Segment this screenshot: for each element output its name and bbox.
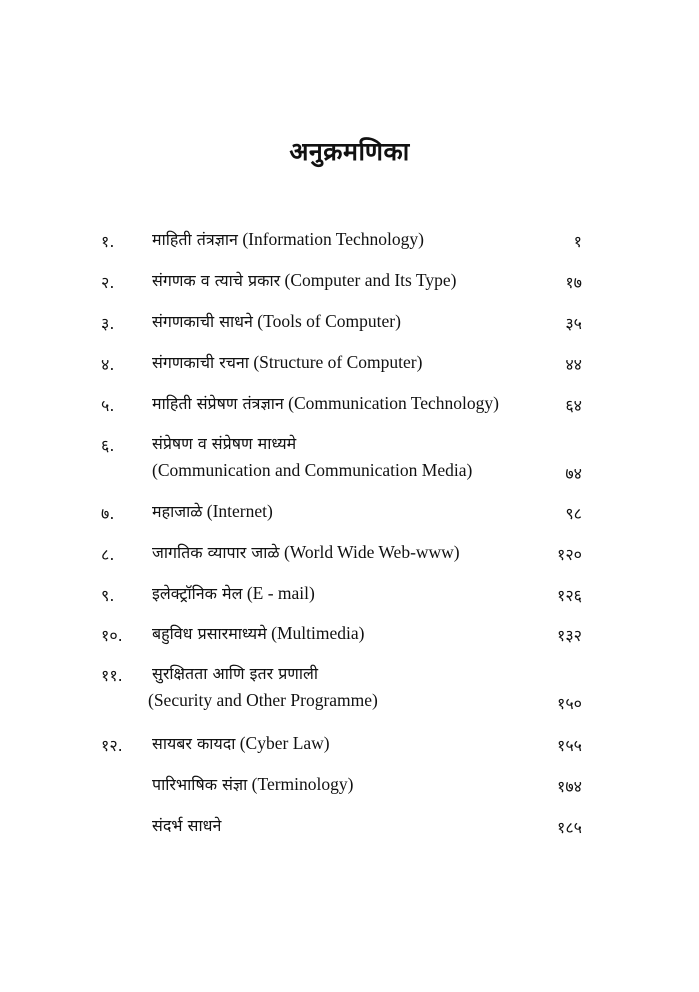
page-number: ३५ (565, 314, 582, 333)
chapter-title-english: (Terminology) (247, 774, 354, 794)
chapter-number: २. (101, 273, 115, 292)
chapter-title-english: (Information Technology) (237, 229, 424, 249)
chapter-title (152, 582, 315, 604)
chapter-number: ३. (101, 314, 115, 333)
page-number: १ (573, 232, 582, 251)
page-number: १५० (557, 694, 582, 713)
page-number: १७४ (557, 777, 582, 796)
chapter-title-marathi: बहुविध प्रसारमाध्यमे (152, 624, 267, 643)
page-number: १७ (565, 273, 582, 292)
page-number: १५५ (557, 736, 582, 755)
chapter-number: १०. (101, 626, 123, 645)
chapter-title-english: (Communication and Communication Media) (152, 460, 473, 480)
chapter-number: ४. (101, 355, 115, 374)
chapter-title (152, 351, 422, 373)
chapter-title-marathi: संगणकाची साधने (152, 312, 253, 331)
chapter-title-english: (Tools of Computer) (252, 311, 401, 331)
page-number: ६४ (565, 396, 582, 415)
chapter-title-english: (Internet) (202, 501, 273, 521)
page-title: अनुक्रमणिका (289, 137, 410, 166)
chapter-title (152, 228, 424, 250)
chapter-title-marathi: महाजाळे (152, 502, 203, 521)
chapter-title-marathi: संप्रेषण व संप्रेषण माध्यमे (152, 434, 297, 453)
chapter-title-english: (Cyber Law) (235, 733, 330, 753)
chapter-title-marathi: संगणकाची रचना (152, 353, 249, 372)
chapter-title-english: (Multimedia) (266, 623, 365, 643)
chapter-title (152, 432, 296, 454)
chapter-title (152, 773, 353, 795)
chapter-title-marathi: संदर्भ साधने (152, 816, 222, 835)
page-number: १२० (557, 545, 582, 564)
chapter-title-marathi: पारिभाषिक संज्ञा (152, 775, 248, 794)
chapter-title-english: (Computer and Its Type) (280, 270, 457, 290)
chapter-title (152, 662, 318, 684)
chapter-title-marathi: इलेक्ट्रॉनिक मेल (152, 584, 243, 603)
chapter-title (152, 732, 330, 754)
chapter-number: ६. (101, 436, 115, 455)
chapter-title-marathi: जागतिक व्यापार जाळे (152, 543, 280, 562)
chapter-title (152, 622, 364, 644)
chapter-title (152, 814, 221, 836)
chapter-title (152, 269, 456, 291)
page-number: ४४ (565, 355, 582, 374)
chapter-title-english: (World Wide Web-www) (279, 542, 460, 562)
chapter-number: ११. (101, 666, 123, 685)
chapter-title-marathi: माहिती तंत्रज्ञान (152, 230, 238, 249)
chapter-title-marathi: माहिती संप्रेषण तंत्रज्ञान (152, 394, 284, 413)
chapter-number: ५. (101, 396, 115, 415)
chapter-title-english: (E - mail) (242, 583, 315, 603)
chapter-title-english: (Communication Technology) (283, 393, 499, 413)
chapter-title-english: (Structure of Computer) (248, 352, 423, 372)
chapter-title (152, 500, 273, 522)
chapter-number: ७. (101, 504, 115, 523)
page-number: ९८ (565, 504, 582, 523)
chapter-title-marathi: सुरक्षितता आणि इतर प्रणाली (152, 664, 319, 683)
chapter-title-marathi: सायबर कायदा (152, 734, 236, 753)
chapter-title (152, 392, 499, 414)
chapter-number: १. (101, 232, 115, 251)
page-number: १२६ (557, 586, 582, 605)
chapter-title-marathi: संगणक व त्याचे प्रकार (152, 271, 281, 290)
chapter-title (152, 310, 401, 332)
page-number: १३२ (557, 626, 582, 645)
chapter-number: १२. (101, 736, 123, 755)
chapter-title (152, 541, 460, 563)
chapter-title-english: (Security and Other Programme) (148, 690, 378, 710)
chapter-number: ९. (101, 586, 115, 605)
page-number: १८५ (557, 818, 582, 837)
chapter-number: ८. (101, 545, 115, 564)
page-number: ७४ (565, 464, 582, 483)
